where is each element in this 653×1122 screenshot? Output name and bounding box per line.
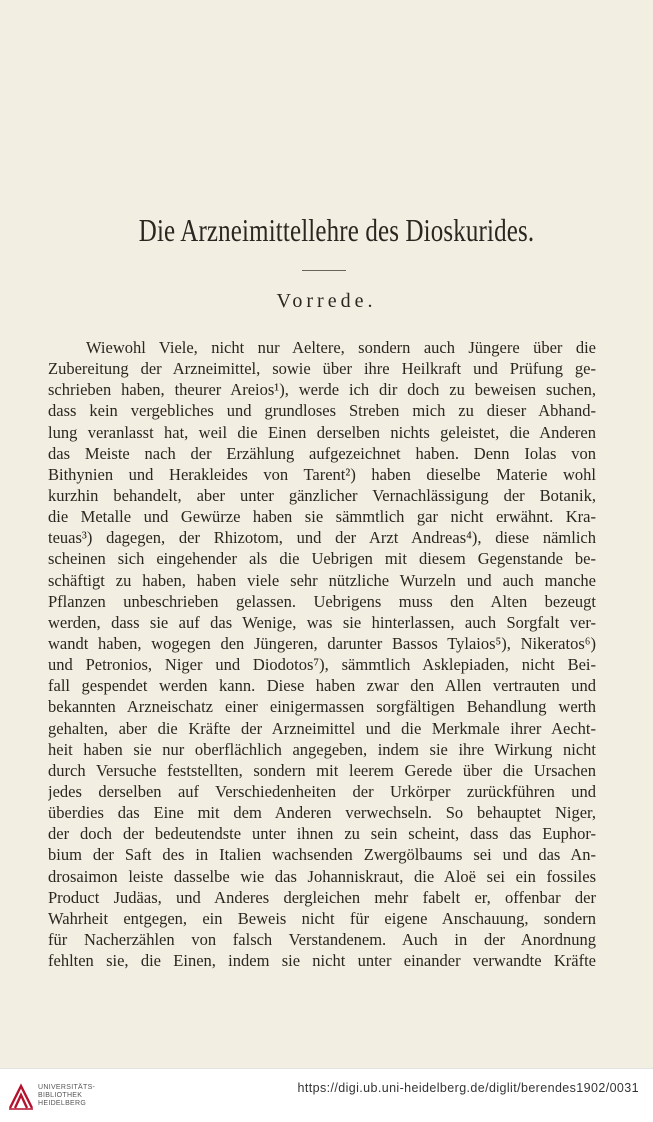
text-line: [48, 527, 596, 548]
title-divider: [302, 270, 346, 271]
section-heading: Vorrede.: [276, 290, 377, 312]
text-line: [48, 591, 596, 612]
text-line-content: schrieben haben, theurer Areios¹), werde ich dir doch zu beweisen suchen,: [48, 380, 596, 400]
library-name: [38, 1084, 95, 1108]
text-line-content: für Nacherzählen von falsch Verstandenem. Auch in der Anordnung: [48, 929, 596, 949]
text-line: [48, 696, 596, 717]
page-title: Die Arzneimittellehre des Dioskurides.: [138, 212, 535, 248]
text-line-content: Pflanzen unbeschrieben gelassen. Uebrigens muss den Alten bezeugt: [48, 591, 596, 611]
text-line-content: drosaimon leiste dasselbe wie das Johanniskraut, die Aloë sei ein fossiles: [48, 866, 596, 886]
text-line-content: und Petronios, Niger und Diodotos⁷), sämmtlich Asklepiaden, nicht Bei-: [48, 655, 596, 675]
text-line-content: bium der Saft des in Italien wachsenden Zwergölbaums sei und das An-: [48, 845, 596, 865]
text-line: [48, 633, 596, 654]
text-line-content: bekannten Arzneischatz einer einigermassen sorgfältigen Behandlung werth: [48, 697, 596, 717]
text-line: [48, 718, 596, 739]
text-line-content: die Metalle und Gewürze haben sie sämmtlich gar nicht erwähnt. Kra-: [48, 507, 596, 527]
text-line: [48, 950, 596, 971]
text-line-content: Product Judäas, und Anderes dergleichen mehr fabelt er, offenbar der: [48, 887, 596, 907]
text-line: [48, 781, 596, 802]
text-line: [48, 400, 596, 421]
text-line: [48, 802, 596, 823]
text-line: [48, 654, 596, 675]
text-line-content: werden, dass sie auf das Wenige, was sie hinterlassen, auch Sorgfalt ver-: [48, 612, 596, 632]
text-line-content: das Meiste nach der Erzählung aufgezeichnet haben. Denn Iolas von: [48, 443, 596, 463]
text-line-content: jedes derselben auf Verschiedenheiten der Urkörper zurückführen und: [48, 781, 596, 801]
text-line-content: Wiewohl Viele, nicht nur Aeltere, sondern auch Jüngere über die: [86, 338, 596, 357]
text-line-content: Wahrheit entgegen, ein Beweis nicht für eigene Anschauung, sondern: [48, 908, 596, 928]
body-paragraph: [48, 337, 596, 971]
text-line-content: kurzhin behandelt, aber unter gänzlicher Vernachlässigung der Botanik,: [48, 485, 596, 505]
text-line: [48, 358, 596, 379]
text-line: [48, 506, 596, 527]
text-line-content: Bithynien und Herakleides von Tarent²) haben dieselbe Materie wohl: [48, 464, 596, 484]
text-line-content: Zubereitung der Arzneimittel, sowie über ihre Heilkraft und Prüfung ge-: [48, 359, 596, 379]
text-line-content: lung veranlasst hat, weil die Einen derselben nichts geleistet, die Anderen: [48, 422, 596, 442]
text-line: [48, 844, 596, 865]
library-name-line: BIBLIOTHEK: [38, 1092, 83, 1099]
text-line: [48, 823, 596, 844]
text-line-content: heit haben sie nur oberflächlich angegeben, indem sie ihre Wirkung nicht: [48, 739, 596, 759]
text-line: [48, 464, 596, 485]
text-line: [48, 548, 596, 569]
text-line: [48, 570, 596, 591]
text-line-content: der doch der bedeutendste unter ihnen zu sein scheint, dass das Euphor-: [48, 824, 596, 844]
library-name-line: HEIDELBERG: [38, 1100, 87, 1107]
text-line: [48, 422, 596, 443]
text-line: [48, 929, 596, 950]
text-line: [48, 760, 596, 781]
university-library-logo-icon: [6, 1082, 36, 1112]
text-line: [48, 337, 596, 358]
text-line: [48, 675, 596, 696]
library-name-line: UNIVERSITÄTS-: [38, 1084, 96, 1091]
viewer-footer: [0, 1068, 653, 1122]
text-line-content: fehlten sie, die Einen, indem sie nicht unter einander verwandte Kräfte: [48, 951, 596, 971]
text-line: [48, 443, 596, 464]
text-line-content: dass kein vergebliches und grundloses Streben mich zu dieser Abhand-: [48, 401, 596, 421]
text-line-content: wandt haben, wogegen den Jüngeren, darunter Bassos Tylaios⁵), Nikeratos⁶): [48, 633, 596, 653]
text-line-content: gehalten, aber die Kräfte der Arzneimittel und die Merkmale ihrer Aecht-: [48, 718, 596, 738]
text-line-content: scheinen sich eingehender als die Uebrigen mit diesem Gegenstande be-: [48, 549, 596, 569]
text-line-content: fall gespendet werden kann. Diese haben zwar den Allen vertrauten und: [48, 676, 596, 696]
text-line: [48, 612, 596, 633]
text-line: [48, 887, 596, 908]
source-url-link[interactable]: https://digi.ub.uni-heidelberg.de/diglit/berendes1902/0031: [297, 1081, 639, 1095]
text-line: [48, 866, 596, 887]
text-line: [48, 379, 596, 400]
text-line-content: überdies das Eine mit dem Anderen verwechseln. So behauptet Niger,: [48, 803, 596, 823]
text-line: [48, 908, 596, 929]
text-line-content: schäftigt zu haben, haben viele sehr nützliche Wurzeln und auch manche: [48, 570, 596, 590]
text-line-content: teuas³) dagegen, der Rhizotom, und der Arzt Andreas⁴), diese nämlich: [48, 528, 596, 548]
text-line-content: durch Versuche feststellten, sondern mit leerem Gerede über die Ursachen: [48, 760, 596, 780]
text-line: [48, 485, 596, 506]
text-line: [48, 739, 596, 760]
